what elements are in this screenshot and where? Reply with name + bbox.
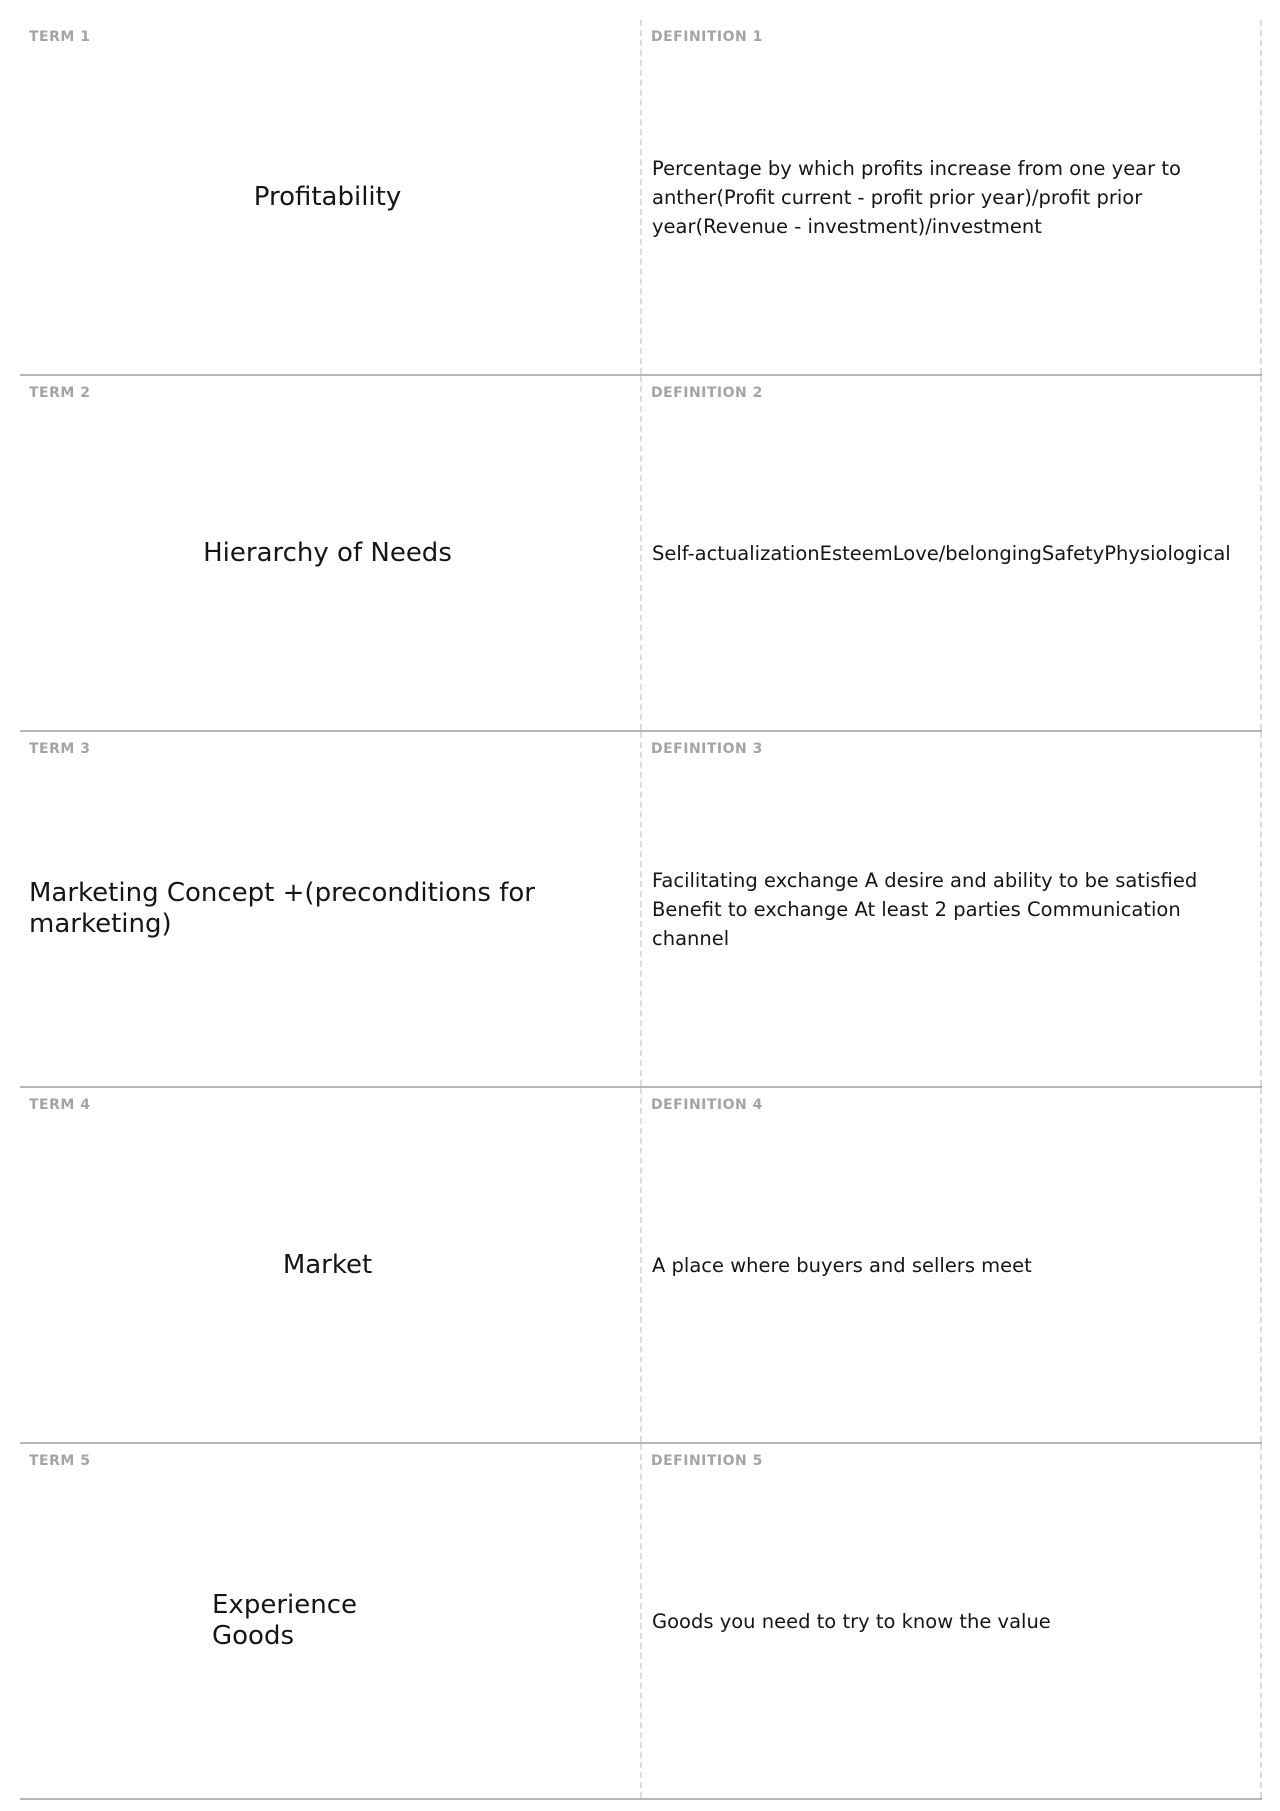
card-row-2 xyxy=(20,376,1262,732)
term-cell-1 xyxy=(20,20,642,374)
term-text: Experience Goods xyxy=(212,1590,357,1651)
definition-text: Percentage by which profits increase from one year to anther(Profit current - profit prior year)/profit prior year(Revenue - investment)/investment xyxy=(652,156,1181,238)
definition-text: A place where buyers and sellers meet xyxy=(652,1253,1032,1277)
card-row-5 xyxy=(20,1444,1262,1800)
definition-label: DEFINITION 4 xyxy=(651,1097,763,1113)
term-cell-3 xyxy=(20,732,642,1086)
card-row-4 xyxy=(20,1088,1262,1444)
definition-label: DEFINITION 3 xyxy=(651,741,763,757)
term-cell-4 xyxy=(20,1088,642,1442)
term-text: Profitability xyxy=(253,181,402,212)
card-row-1 xyxy=(20,20,1262,376)
term-text: Marketing Concept +(preconditions for marketing) xyxy=(29,878,535,939)
definition-text: Self-actualizationEsteemLove/belongingSafetyPhysiological xyxy=(652,541,1231,565)
definition-cell-3 xyxy=(642,732,1262,1086)
term-text: Hierarchy of Needs xyxy=(203,537,452,568)
term-label: TERM 4 xyxy=(29,1097,91,1113)
term-text: Market xyxy=(282,1249,373,1280)
term-label: TERM 2 xyxy=(29,385,91,401)
term-label: TERM 1 xyxy=(29,29,91,45)
card-row-3 xyxy=(20,732,1262,1088)
term-label: TERM 5 xyxy=(29,1453,91,1469)
definition-text: Facilitating exchange A desire and ability to be satisfied Benefit to exchange At least 2 parties Communication channel xyxy=(652,868,1198,950)
definition-cell-4 xyxy=(642,1088,1262,1442)
definition-label: DEFINITION 5 xyxy=(651,1453,763,1469)
definition-cell-2 xyxy=(642,376,1262,730)
flashcard-sheet xyxy=(20,20,1262,1800)
term-label: TERM 3 xyxy=(29,741,91,757)
definition-cell-5 xyxy=(642,1444,1262,1798)
term-cell-5 xyxy=(20,1444,642,1798)
definition-label: DEFINITION 1 xyxy=(651,29,763,45)
definition-text: Goods you need to try to know the value xyxy=(652,1609,1051,1633)
term-cell-2 xyxy=(20,376,642,730)
definition-label: DEFINITION 2 xyxy=(651,385,763,401)
definition-cell-1 xyxy=(642,20,1262,374)
